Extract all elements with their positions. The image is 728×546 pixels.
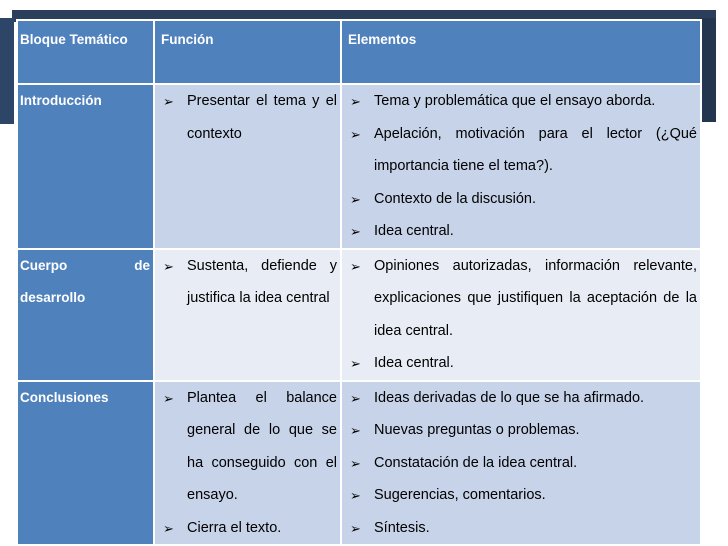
arrow-bullet-icon: ➢ bbox=[350, 191, 361, 207]
arrow-bullet-icon: ➢ bbox=[350, 520, 361, 536]
arrow-bullet-icon: ➢ bbox=[163, 94, 174, 109]
table-header-row bbox=[17, 20, 701, 84]
row-label-introduccion: Introducción bbox=[17, 84, 154, 249]
table-row bbox=[17, 381, 701, 546]
list-item: ➢ Constatación de la idea central. bbox=[348, 447, 697, 480]
arrow-bullet-icon: ➢ bbox=[350, 423, 361, 438]
arrow-bullet-icon: ➢ bbox=[350, 258, 361, 274]
list-item: ➢ Plantea el balance general de lo que se ha conseguido con el ensayo. bbox=[161, 382, 337, 512]
elementos-cell bbox=[341, 249, 701, 381]
arrow-bullet-icon: ➢ bbox=[163, 258, 174, 274]
funcion-cell bbox=[154, 249, 341, 381]
list-item: ➢ Apelación, motivación para el lector (¿Qué importancia tiene el tema?). bbox=[348, 118, 697, 183]
arrow-bullet-icon: ➢ bbox=[350, 356, 361, 371]
essay-structure-table bbox=[16, 19, 702, 546]
table-row bbox=[17, 249, 701, 381]
list-item: ➢ Contexto de la discusión. bbox=[348, 183, 697, 216]
arrow-bullet-icon: ➢ bbox=[350, 390, 361, 406]
arrow-bullet-icon: ➢ bbox=[163, 520, 174, 536]
list-item: ➢ Nuevas preguntas o problemas. bbox=[348, 414, 697, 447]
list-item: ➢ Idea central. bbox=[348, 347, 697, 380]
table-row bbox=[17, 84, 701, 249]
list-item: ➢ Opiniones autorizadas, información relevante, explicaciones que justifiquen la aceptación de la idea central. bbox=[348, 250, 697, 348]
arrow-bullet-icon: ➢ bbox=[350, 94, 361, 109]
header-bloque: Bloque Temático bbox=[17, 20, 154, 84]
row-label-cuerpo: Cuerpo de desarrollo bbox=[17, 249, 154, 381]
arrow-bullet-icon: ➢ bbox=[350, 455, 361, 471]
list-item: ➢ Sugerencias, comentarios. bbox=[348, 479, 697, 512]
arrow-bullet-icon: ➢ bbox=[163, 390, 174, 406]
row-label-conclusiones: Conclusiones bbox=[17, 381, 154, 546]
list-item: ➢ Síntesis. bbox=[348, 512, 697, 545]
list-item: ➢ Sustenta, defiende y justifica la idea central bbox=[161, 250, 337, 315]
list-item: ➢ Ideas derivadas de lo que se ha afirmado. bbox=[348, 382, 697, 415]
header-shadow-left bbox=[0, 18, 14, 124]
arrow-bullet-icon: ➢ bbox=[350, 224, 361, 239]
funcion-cell bbox=[154, 381, 341, 546]
funcion-cell bbox=[154, 84, 341, 249]
list-item: ➢ Idea central. bbox=[348, 215, 697, 248]
list-item: ➢ Tema y problemática que el ensayo aborda. bbox=[348, 85, 697, 118]
arrow-bullet-icon: ➢ bbox=[350, 488, 361, 503]
arrow-bullet-icon: ➢ bbox=[350, 126, 361, 142]
header-elementos: Elementos bbox=[341, 20, 701, 84]
list-item: ➢ Cierra el texto. bbox=[161, 512, 337, 545]
elementos-cell bbox=[341, 381, 701, 546]
elementos-cell bbox=[341, 84, 701, 249]
list-item: ➢ Presentar el tema y el contexto bbox=[161, 85, 337, 150]
header-funcion: Función bbox=[154, 20, 341, 84]
